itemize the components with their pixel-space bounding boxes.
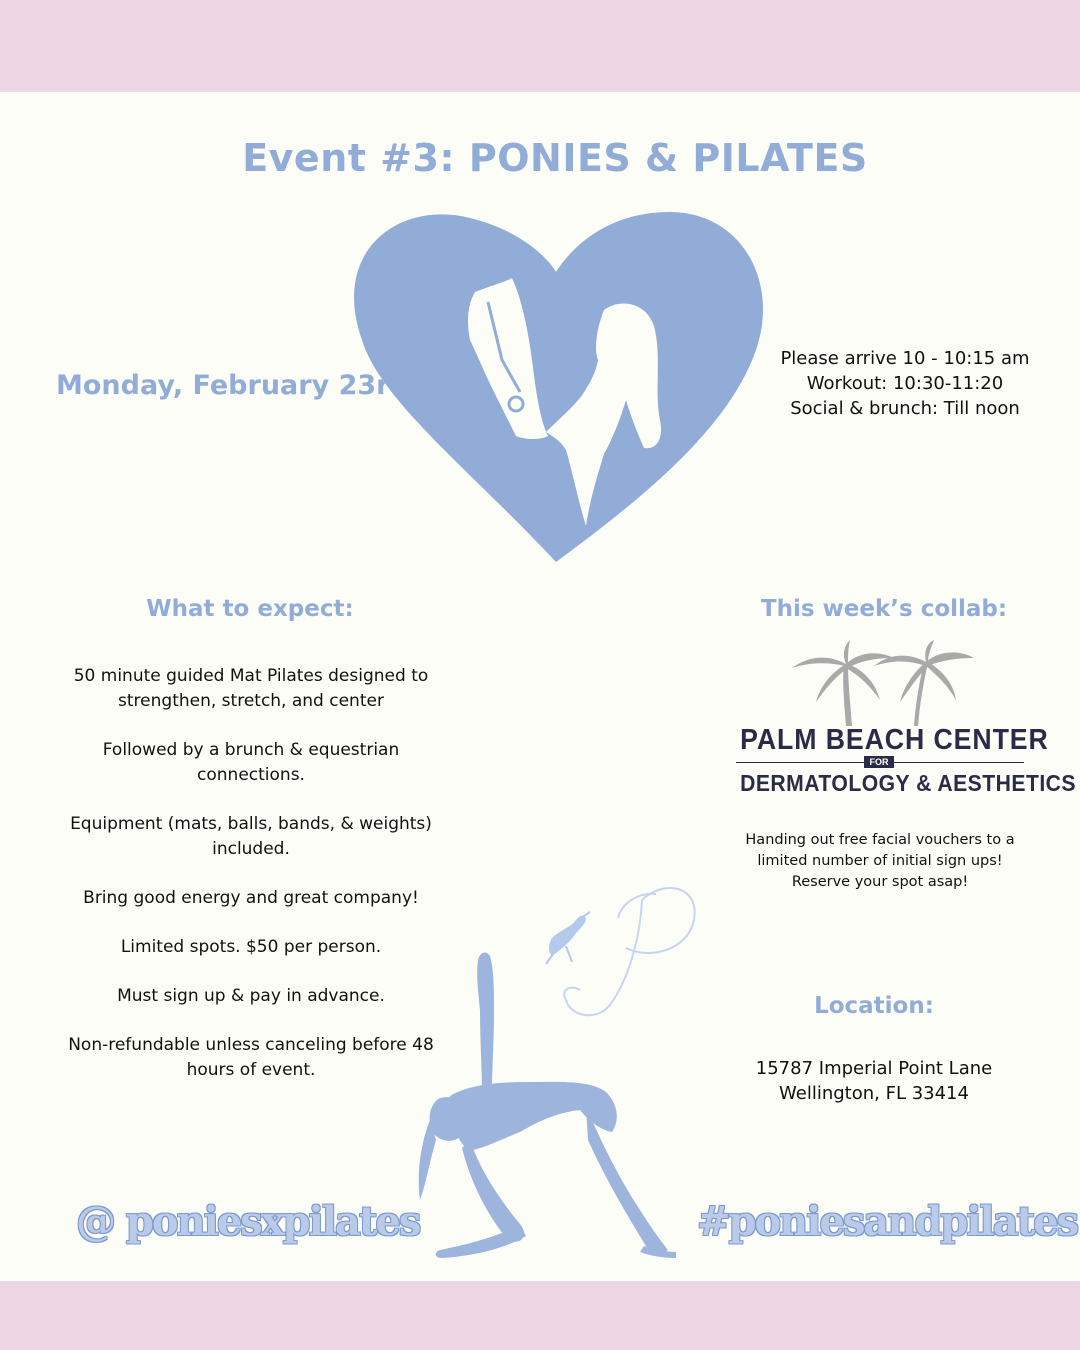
collab-heading: This week’s collab: — [760, 596, 1008, 622]
promo-line: limited number of initial sign ups! — [757, 853, 1003, 869]
event-title: Event #3: PONIES & PILATES — [242, 136, 868, 180]
address-line-2: Wellington, FL 33414 — [779, 1083, 969, 1104]
list-item: 50 minute guided Mat Pilates designed to strengthen, stretch, and center — [73, 666, 429, 711]
event-date: Monday, February 23rd — [56, 370, 409, 401]
list-item: Limited spots. $50 per person. — [120, 937, 382, 957]
list-item: Non-refundable unless canceling before 48 hours of event. — [68, 1035, 434, 1080]
logo-line-2: DERMATOLOGY & AESTHETICS — [740, 770, 1076, 796]
location-heading: Location: — [814, 993, 934, 1019]
schedule-social: Social & brunch: Till noon — [790, 398, 1020, 419]
instagram-handle: @ poniesxpilates — [76, 1198, 420, 1245]
logo-for: FOR — [864, 756, 894, 768]
logo-line-1: PALM BEACH CENTER — [740, 724, 1049, 756]
promo-line: Handing out free facial vouchers to a — [745, 832, 1015, 848]
list-item: Followed by a brunch & equestrian connections. — [102, 740, 400, 785]
list-item: Equipment (mats, balls, bands, & weights) included. — [70, 814, 432, 859]
schedule-arrive: Please arrive 10 - 10:15 am — [780, 348, 1030, 369]
address-line-1: 15787 Imperial Point Lane — [755, 1058, 993, 1079]
list-item: Bring good energy and great company! — [83, 888, 419, 908]
hashtag: #poniesandpilates — [697, 1198, 1078, 1245]
promo-line: Reserve your spot asap! — [791, 874, 969, 890]
list-item: Must sign up & pay in advance. — [117, 986, 385, 1006]
expect-heading: What to expect: — [146, 596, 354, 622]
schedule-workout: Workout: 10:30-11:20 — [806, 373, 1004, 394]
